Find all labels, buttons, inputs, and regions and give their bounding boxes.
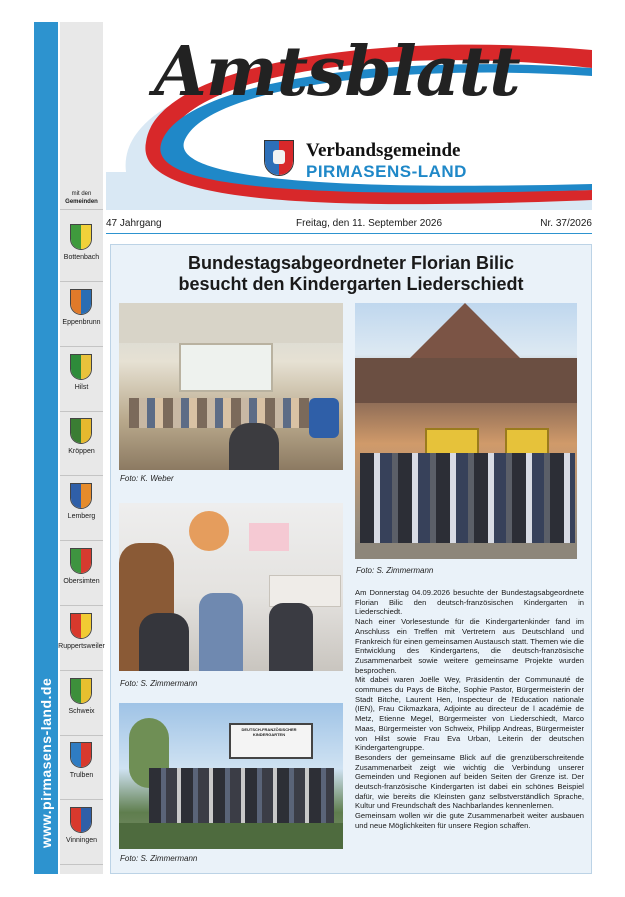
photo-meeting [119, 503, 343, 671]
community-crest-icon [70, 418, 92, 444]
community-item[interactable] [60, 348, 103, 412]
community-label: Trulben [69, 772, 94, 780]
community-crest-icon [70, 678, 92, 704]
pirmasens-land-crest-icon [264, 140, 294, 176]
masthead-region: PIRMASENS-LAND [306, 162, 467, 181]
community-label: Ruppertsweiler [58, 642, 105, 650]
community-crest-icon [70, 742, 92, 768]
community-crest-icon [70, 224, 92, 250]
community-item[interactable] [60, 801, 103, 865]
sidebar-divider [60, 864, 103, 865]
community-label: Kröppen [68, 448, 95, 456]
community-item[interactable] [60, 412, 103, 476]
community-item[interactable] [60, 218, 103, 282]
community-label: Schweix [68, 707, 95, 715]
sidebar-divider [60, 209, 103, 210]
community-label: Lemberg [67, 513, 96, 521]
issue-date: Freitag, den 11. September 2026 [296, 218, 443, 229]
community-label: Vinningen [65, 837, 97, 845]
community-item[interactable] [60, 607, 103, 671]
community-crest-icon [70, 613, 92, 639]
issue-bar [106, 218, 592, 232]
community-item[interactable] [60, 283, 103, 347]
article-paragraph: Gemeinsam wollen wir die gute Zusammenarbeit weiter ausbauen und neue Möglichkeiten für unsere Region schaffen. [355, 811, 584, 830]
masthead-subtitle: Verbandsgemeinde [306, 140, 461, 161]
issue-divider [106, 233, 592, 234]
community-item[interactable] [60, 736, 103, 800]
community-crest-icon [70, 289, 92, 315]
community-crest-icon [70, 354, 92, 380]
community-item[interactable] [60, 542, 103, 606]
community-label: Eppenbrunn [62, 318, 101, 326]
article-paragraph: Am Donnerstag 04.09.2026 besuchte der Bundestagsabgeordnete Florian Bilic den deutsch-französischen Kindergarten in Liederschiedt. [355, 588, 584, 617]
community-item[interactable] [60, 672, 103, 736]
photo-group-at-sign [119, 703, 343, 849]
issue-year: 47 Jahrgang [106, 218, 162, 229]
community-crest-icon [70, 483, 92, 509]
photo-caption: Foto: S. Zimmermann [356, 566, 434, 575]
photo-group-at-building [355, 303, 577, 559]
community-label: Obersimten [63, 578, 100, 585]
photo-caption: Foto: S. Zimmermann [120, 679, 198, 688]
article-headline: Bundestagsabgeordneter Florian Bilic besucht den Kindergarten Liederschiedt [178, 253, 524, 294]
article-paragraph: Besonders der gemeinsame Blick auf die grenzüberschreitende Zusammenarbeit zeigt wie wichtig die Verbindung unserer Gemeinden und Regionen auf beiden Seiten der Grenze ist. Der deutsch-französische Kindergarten ist dabei ein schönes Beispiel dafür, wie bereits die Kleinsten ganz selbstverständlich Sprache, Kultur und Freundschaft des Nachbarlandes kennenlernen. [355, 752, 584, 811]
community-label: Bottenbach [63, 254, 100, 261]
issue-number: Nr. 37/2026 [540, 218, 592, 229]
community-item[interactable] [60, 477, 103, 541]
sidebar-header: mit den Gemeinden [65, 191, 98, 205]
community-crest-icon [70, 807, 92, 833]
kindergarten-sign-text: DEUTSCH-FRANZÖSISCHER KINDERGARTEN [241, 727, 297, 737]
masthead [106, 22, 592, 210]
article-paragraph: Mit dabei waren Joëlle Wey, Präsidentin der Communauté de communes du Pays de Bitche, Sophie Pastor, Bürgermeisterin der Stadt Bitche, Laurent Hen, Inspecteur de l'Education nationale (IEN), Frau Cikmazkara, Adjointe au directeur de l académie de Metz, Etienne Megel, Bürgermeister von Liederschiedt, Marco Maas, Bürgermeister von Schweix, Philipp Andreas, Bürgermeister von Hilst sowie Frau Eva Urban, Leiterin der deutschen Kindergartengruppe. [355, 675, 584, 753]
photo-classroom-reading [119, 303, 343, 470]
photo-caption: Foto: K. Weber [120, 474, 174, 483]
masthead-title: Amtsblatt [154, 32, 520, 112]
photo-caption: Foto: S. Zimmermann [120, 854, 198, 863]
article-paragraph: Nach einer Vorlesestunde für die Kindergartenkinder fand im Anschluss ein Treffen mit Vertretern aus Deutschland und Frankreich für einen gemeinsamen Austausch statt. Themen wie die Entwicklung des Kindergartens, die deutsch-französische Zusammenarbeit sowie weitere gemeinsame Projekte wurden besprochen. [355, 617, 584, 675]
article-body [355, 588, 584, 831]
community-crest-icon [70, 548, 92, 574]
community-label: Hilst [74, 383, 89, 391]
